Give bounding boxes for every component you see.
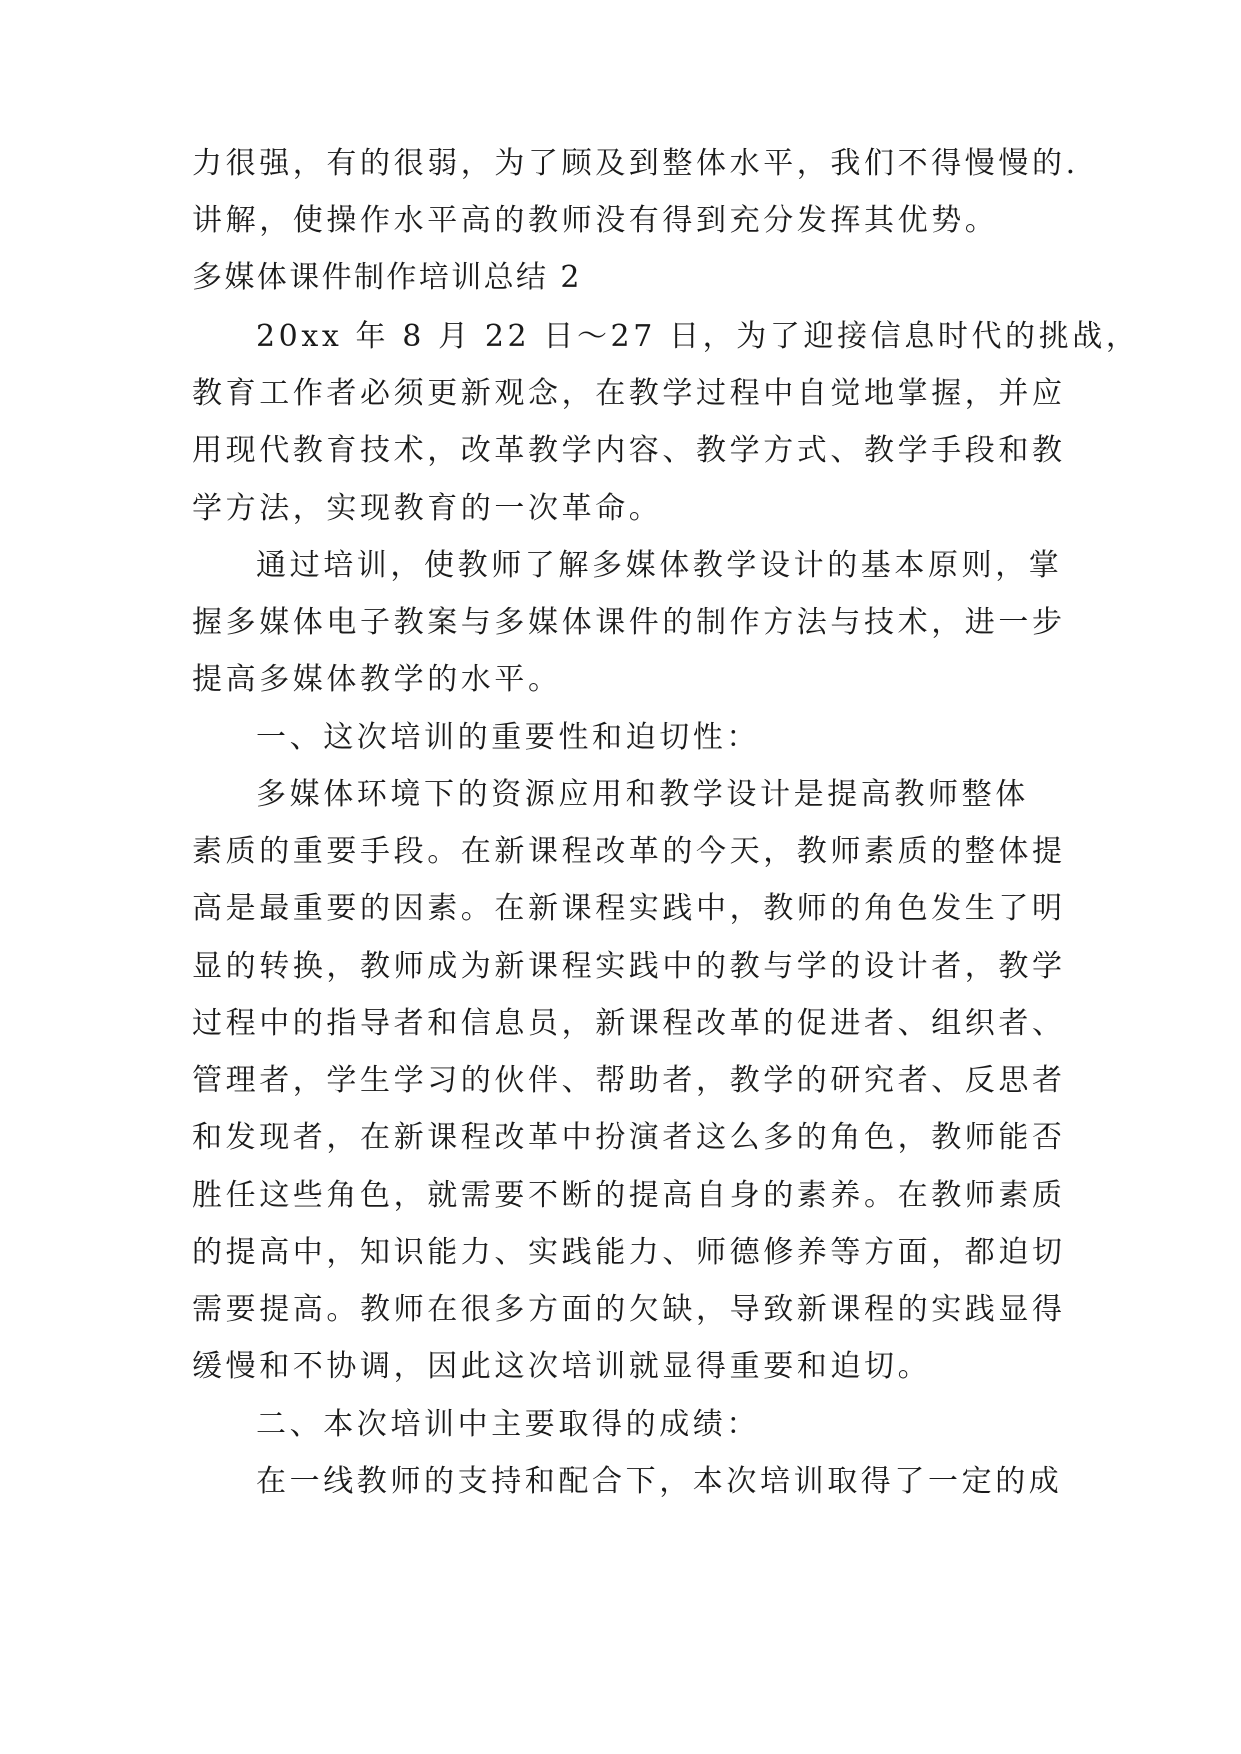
- body-text-line: 教育工作者必须更新观念，在教学过程中自觉地掌握，并应: [192, 376, 1066, 411]
- body-text-line: 缓慢和不协调，因此这次培训就显得重要和迫切。: [192, 1349, 932, 1384]
- paragraph-first-line: 通过培训，使教师了解多媒体教学设计的基本原则，掌: [256, 548, 1063, 583]
- body-text-line: 高是最重要的因素。在新课程实践中，教师的角色发生了明: [192, 891, 1066, 926]
- paragraph-first-line: 在一线教师的支持和配合下，本次培训取得了一定的成: [256, 1464, 1063, 1499]
- body-text-line: 提高多媒体教学的水平。: [192, 662, 562, 697]
- body-text-line: 握多媒体电子教案与多媒体课件的制作方法与技术，进一步: [192, 605, 1066, 640]
- body-text-line: 过程中的指导者和信息员，新课程改革的促进者、组织者、: [192, 1006, 1066, 1041]
- subsection-heading: 一、这次培训的重要性和迫切性：: [256, 720, 760, 755]
- paragraph-first-line: 多媒体环境下的资源应用和教学设计是提高教师整体: [256, 777, 1029, 812]
- body-text-line: 需要提高。教师在很多方面的欠缺，导致新课程的实践显得: [192, 1292, 1066, 1327]
- section-title: 多媒体课件制作培训总结 2: [192, 260, 582, 295]
- body-text-line: 素质的重要手段。在新课程改革的今天，教师素质的整体提: [192, 834, 1066, 869]
- body-text-line: 学方法，实现教育的一次革命。: [192, 491, 663, 526]
- body-text-line: 胜任这些角色，就需要不断的提高自身的素养。在教师素质: [192, 1178, 1066, 1213]
- body-text-line: 显的转换，教师成为新课程实践中的教与学的设计者，教学: [192, 949, 1066, 984]
- body-text-line: 管理者，学生学习的伙伴、帮助者，教学的研究者、反思者: [192, 1063, 1066, 1098]
- body-text-line: 讲解，使操作水平高的教师没有得到充分发挥其优势。: [192, 203, 999, 238]
- paragraph-first-line: 20xx 年 8 月 22 日～27 日，为了迎接信息时代的挑战，: [256, 319, 1140, 354]
- body-text-line: 和发现者，在新课程改革中扮演者这么多的角色，教师能否: [192, 1120, 1066, 1155]
- subsection-heading: 二、本次培训中主要取得的成绩：: [256, 1407, 760, 1442]
- body-text-line: 力很强，有的很弱，为了顾及到整体水平，我们不得慢慢的.: [192, 146, 1079, 181]
- body-text-line: 用现代教育技术，改革教学内容、教学方式、教学手段和教: [192, 433, 1066, 468]
- body-text-line: 的提高中，知识能力、实践能力、师德修养等方面，都迫切: [192, 1235, 1066, 1270]
